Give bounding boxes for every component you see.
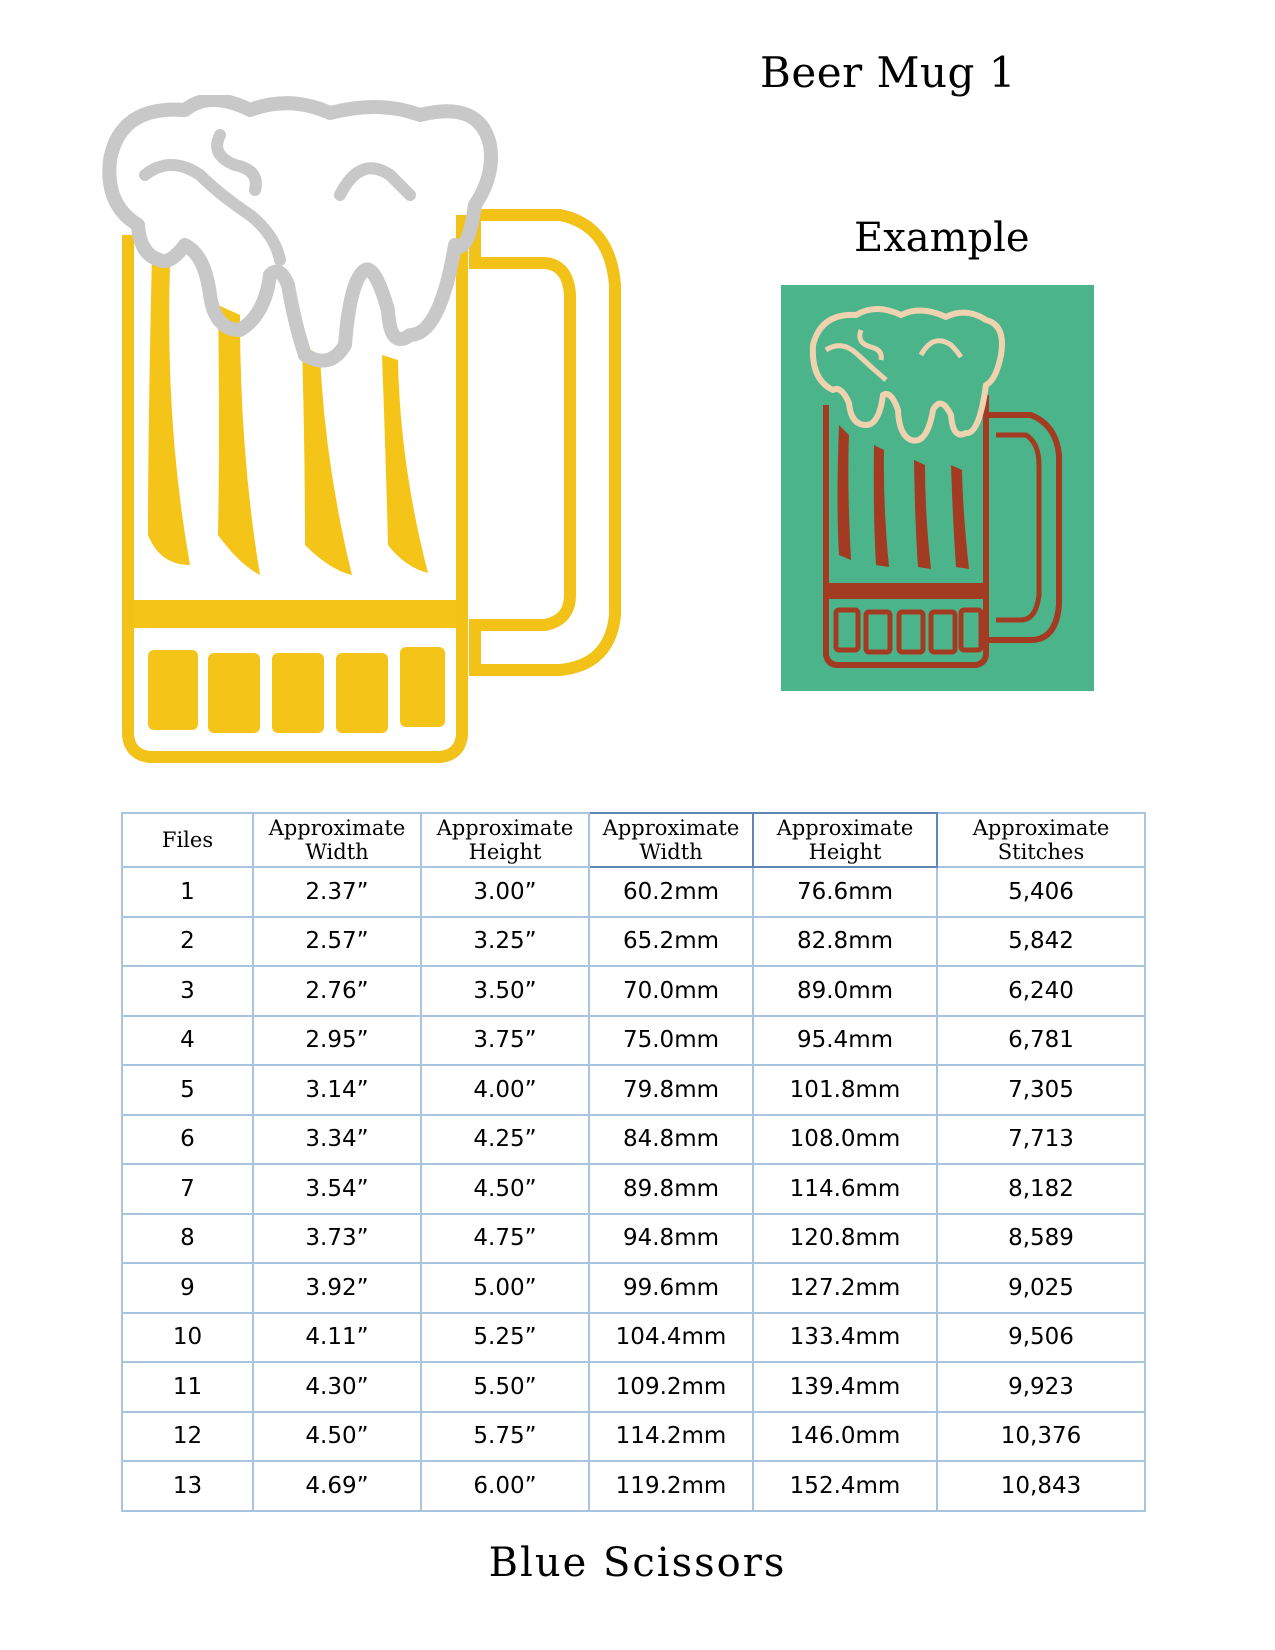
height-in-cell: 5.25” bbox=[421, 1313, 589, 1363]
table-row bbox=[122, 1461, 1145, 1511]
width-mm-cell: 99.6mm bbox=[589, 1263, 753, 1313]
table-row bbox=[122, 1313, 1145, 1363]
stitches-cell: 9,025 bbox=[937, 1263, 1145, 1313]
stitches-cell: 7,713 bbox=[937, 1115, 1145, 1165]
width-mm-cell: 65.2mm bbox=[589, 917, 753, 967]
table-row bbox=[122, 1065, 1145, 1115]
height-mm-cell: 108.0mm bbox=[753, 1115, 937, 1165]
stitches-cell: 5,406 bbox=[937, 867, 1145, 917]
stitches-cell: 6,240 bbox=[937, 966, 1145, 1016]
height-in-cell: 3.00” bbox=[421, 867, 589, 917]
height-in-cell: 5.00” bbox=[421, 1263, 589, 1313]
file-number-cell: 9 bbox=[122, 1263, 253, 1313]
file-number-cell: 6 bbox=[122, 1115, 253, 1165]
table-row bbox=[122, 1263, 1145, 1313]
width-in-cell: 2.76” bbox=[253, 966, 421, 1016]
height-in-cell: 4.50” bbox=[421, 1164, 589, 1214]
header-files: Files bbox=[122, 813, 253, 867]
height-mm-cell: 146.0mm bbox=[753, 1412, 937, 1462]
height-in-cell: 5.75” bbox=[421, 1412, 589, 1462]
height-mm-cell: 139.4mm bbox=[753, 1362, 937, 1412]
stitches-cell: 6,781 bbox=[937, 1016, 1145, 1066]
table-body bbox=[122, 867, 1145, 1511]
height-mm-cell: 95.4mm bbox=[753, 1016, 937, 1066]
file-number-cell: 2 bbox=[122, 917, 253, 967]
width-in-cell: 3.73” bbox=[253, 1214, 421, 1264]
width-in-cell: 3.92” bbox=[253, 1263, 421, 1313]
height-mm-cell: 76.6mm bbox=[753, 867, 937, 917]
height-in-cell: 6.00” bbox=[421, 1461, 589, 1511]
table-row bbox=[122, 1016, 1145, 1066]
height-mm-cell: 114.6mm bbox=[753, 1164, 937, 1214]
height-mm-cell: 133.4mm bbox=[753, 1313, 937, 1363]
width-mm-cell: 109.2mm bbox=[589, 1362, 753, 1412]
table-row bbox=[122, 1412, 1145, 1462]
width-mm-cell: 75.0mm bbox=[589, 1016, 753, 1066]
table-row bbox=[122, 1115, 1145, 1165]
width-mm-cell: 79.8mm bbox=[589, 1065, 753, 1115]
width-in-cell: 4.69” bbox=[253, 1461, 421, 1511]
width-mm-cell: 119.2mm bbox=[589, 1461, 753, 1511]
width-mm-cell: 94.8mm bbox=[589, 1214, 753, 1264]
width-mm-cell: 114.2mm bbox=[589, 1412, 753, 1462]
file-number-cell: 12 bbox=[122, 1412, 253, 1462]
file-number-cell: 11 bbox=[122, 1362, 253, 1412]
table-row bbox=[122, 867, 1145, 917]
example-label: Example bbox=[854, 215, 1030, 261]
example-photo bbox=[781, 285, 1094, 691]
width-in-cell: 4.30” bbox=[253, 1362, 421, 1412]
stitches-cell: 8,589 bbox=[937, 1214, 1145, 1264]
height-mm-cell: 152.4mm bbox=[753, 1461, 937, 1511]
height-in-cell: 4.25” bbox=[421, 1115, 589, 1165]
width-in-cell: 2.95” bbox=[253, 1016, 421, 1066]
file-number-cell: 13 bbox=[122, 1461, 253, 1511]
file-number-cell: 5 bbox=[122, 1065, 253, 1115]
width-in-cell: 3.54” bbox=[253, 1164, 421, 1214]
width-mm-cell: 84.8mm bbox=[589, 1115, 753, 1165]
table-row bbox=[122, 1164, 1145, 1214]
height-in-cell: 3.25” bbox=[421, 917, 589, 967]
width-in-cell: 3.34” bbox=[253, 1115, 421, 1165]
stitches-cell: 10,376 bbox=[937, 1412, 1145, 1462]
width-in-cell: 3.14” bbox=[253, 1065, 421, 1115]
file-number-cell: 8 bbox=[122, 1214, 253, 1264]
table-row bbox=[122, 966, 1145, 1016]
stitches-cell: 10,843 bbox=[937, 1461, 1145, 1511]
width-mm-cell: 70.0mm bbox=[589, 966, 753, 1016]
table-row bbox=[122, 1362, 1145, 1412]
width-in-cell: 2.37” bbox=[253, 867, 421, 917]
height-in-cell: 3.50” bbox=[421, 966, 589, 1016]
width-in-cell: 2.57” bbox=[253, 917, 421, 967]
height-in-cell: 3.75” bbox=[421, 1016, 589, 1066]
stitches-cell: 7,305 bbox=[937, 1065, 1145, 1115]
height-mm-cell: 89.0mm bbox=[753, 966, 937, 1016]
header-height-mm: Approximate Height bbox=[753, 813, 937, 867]
width-mm-cell: 104.4mm bbox=[589, 1313, 753, 1363]
height-mm-cell: 127.2mm bbox=[753, 1263, 937, 1313]
table-row bbox=[122, 1214, 1145, 1264]
header-height-in: Approximate Height bbox=[421, 813, 589, 867]
height-in-cell: 5.50” bbox=[421, 1362, 589, 1412]
header-width-in: Approximate Width bbox=[253, 813, 421, 867]
stitches-cell: 5,842 bbox=[937, 917, 1145, 967]
height-in-cell: 4.00” bbox=[421, 1065, 589, 1115]
brand-footer: Blue Scissors bbox=[488, 1540, 787, 1586]
stitches-cell: 9,506 bbox=[937, 1313, 1145, 1363]
height-mm-cell: 120.8mm bbox=[753, 1214, 937, 1264]
stitches-cell: 9,923 bbox=[937, 1362, 1145, 1412]
page-title: Beer Mug 1 bbox=[760, 48, 1017, 97]
width-in-cell: 4.11” bbox=[253, 1313, 421, 1363]
table-row bbox=[122, 917, 1145, 967]
header-stitches: Approximate Stitches bbox=[937, 813, 1145, 867]
file-number-cell: 3 bbox=[122, 966, 253, 1016]
file-number-cell: 7 bbox=[122, 1164, 253, 1214]
width-mm-cell: 60.2mm bbox=[589, 867, 753, 917]
width-mm-cell: 89.8mm bbox=[589, 1164, 753, 1214]
size-table bbox=[121, 812, 1146, 1512]
height-in-cell: 4.75” bbox=[421, 1214, 589, 1264]
width-in-cell: 4.50” bbox=[253, 1412, 421, 1462]
file-number-cell: 10 bbox=[122, 1313, 253, 1363]
file-number-cell: 4 bbox=[122, 1016, 253, 1066]
height-mm-cell: 82.8mm bbox=[753, 917, 937, 967]
height-mm-cell: 101.8mm bbox=[753, 1065, 937, 1115]
beer-mug-design-image bbox=[90, 95, 670, 785]
file-number-cell: 1 bbox=[122, 867, 253, 917]
stitches-cell: 8,182 bbox=[937, 1164, 1145, 1214]
example-mug-image bbox=[781, 285, 1094, 691]
header-width-mm: Approximate Width bbox=[589, 813, 753, 867]
table-header-row bbox=[122, 813, 1145, 867]
